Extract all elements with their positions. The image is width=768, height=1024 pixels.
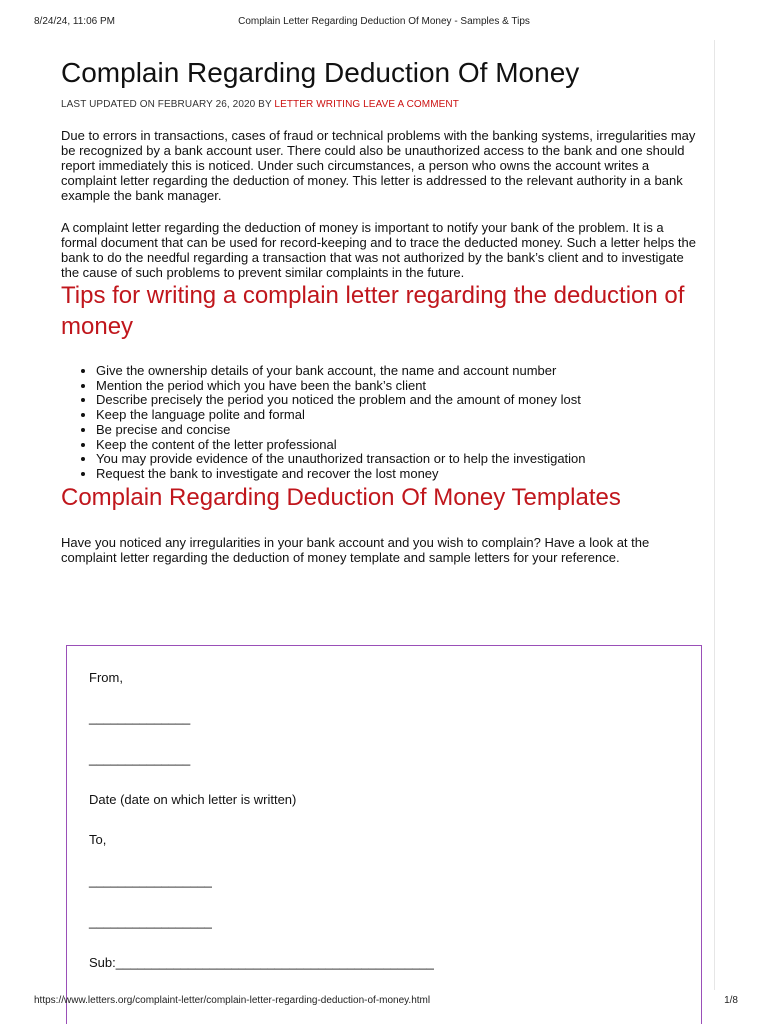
print-title: Complain Letter Regarding Deduction Of Money - Samples & Tips [238, 16, 530, 27]
meta-updated: LAST UPDATED ON FEBRUARY 26, 2020 BY [61, 99, 275, 110]
tips-list [61, 364, 701, 482]
column-divider [714, 40, 715, 990]
templates-paragraph: Have you noticed any irregularities in your bank account and you wish to complain? Have a look at the complaint letter regarding the deduction of money template and sample letters for your reference. [61, 534, 650, 565]
list-item: • You may provide evidence of the unauthorized transaction or to help the investigation [96, 452, 701, 467]
list-item: • Describe precisely the period you noticed the problem and the amount of money lost [96, 393, 701, 408]
letter-from-blank-1: ______________ [89, 710, 191, 725]
print-url: https://www.letters.org/complaint-letter/complain-letter-regarding-deduction-of-money.html [34, 995, 431, 1006]
page-number: 1/8 [724, 995, 738, 1006]
list-item: • Request the bank to investigate and recover the lost money [96, 467, 701, 482]
intro-paragraph: Due to errors in transactions, cases of fraud or technical problems with the banking systems, irregularities may be recognized by a bank account user. There could also be unauthorized access to the bank and one should report immediately this is noticed. Under such circumstances, a person who owns the account writes a complaint letter regarding the deduction of money. This letter is addressed to the relevant authority in a bank example the bank manager. [61, 128, 696, 203]
templates-heading: Complain Regarding Deduction Of Money Templates [61, 483, 621, 511]
letter-template-box [66, 645, 702, 1024]
letter-to-blank-2: _________________ [89, 914, 212, 929]
list-item: • Keep the language polite and formal [96, 408, 701, 423]
letter-to-blank-1: _________________ [89, 873, 212, 888]
list-item: • Be precise and concise [96, 423, 701, 438]
letter-date: Date (date on which letter is written) [89, 792, 297, 807]
page-title: Complain Regarding Deduction Of Money [61, 57, 580, 88]
letter-from: From, [89, 670, 123, 685]
list-item: • Mention the period which you have been the bank’s client [96, 379, 701, 394]
tips-heading: Tips for writing a complain letter regarding the deduction of money [61, 282, 685, 340]
letter-subject: Sub:____________________________________________ [89, 955, 434, 970]
importance-paragraph: A complaint letter regarding the deduction of money is important to notify your bank of the problem. It is a formal document that can be used for record-keeping and to trace the deducted money. Such a letter helps the bank to do the needful regarding a transaction that was not authorized by the bank’s client and to investigate the cause of such problems to prevent similar complaints in the future. [61, 220, 696, 280]
print-datetime: 8/24/24, 11:06 PM [34, 16, 115, 27]
letter-from-blank-2: ______________ [89, 751, 191, 766]
article-meta [61, 99, 701, 110]
list-item: • Give the ownership details of your bank account, the name and account number [96, 364, 701, 379]
print-header [0, 16, 768, 30]
article [61, 56, 701, 565]
meta-author-link[interactable]: LETTER WRITING LEAVE A COMMENT [274, 99, 459, 110]
letter-to: To, [89, 832, 107, 847]
list-item: • Keep the content of the letter professional [96, 438, 701, 453]
